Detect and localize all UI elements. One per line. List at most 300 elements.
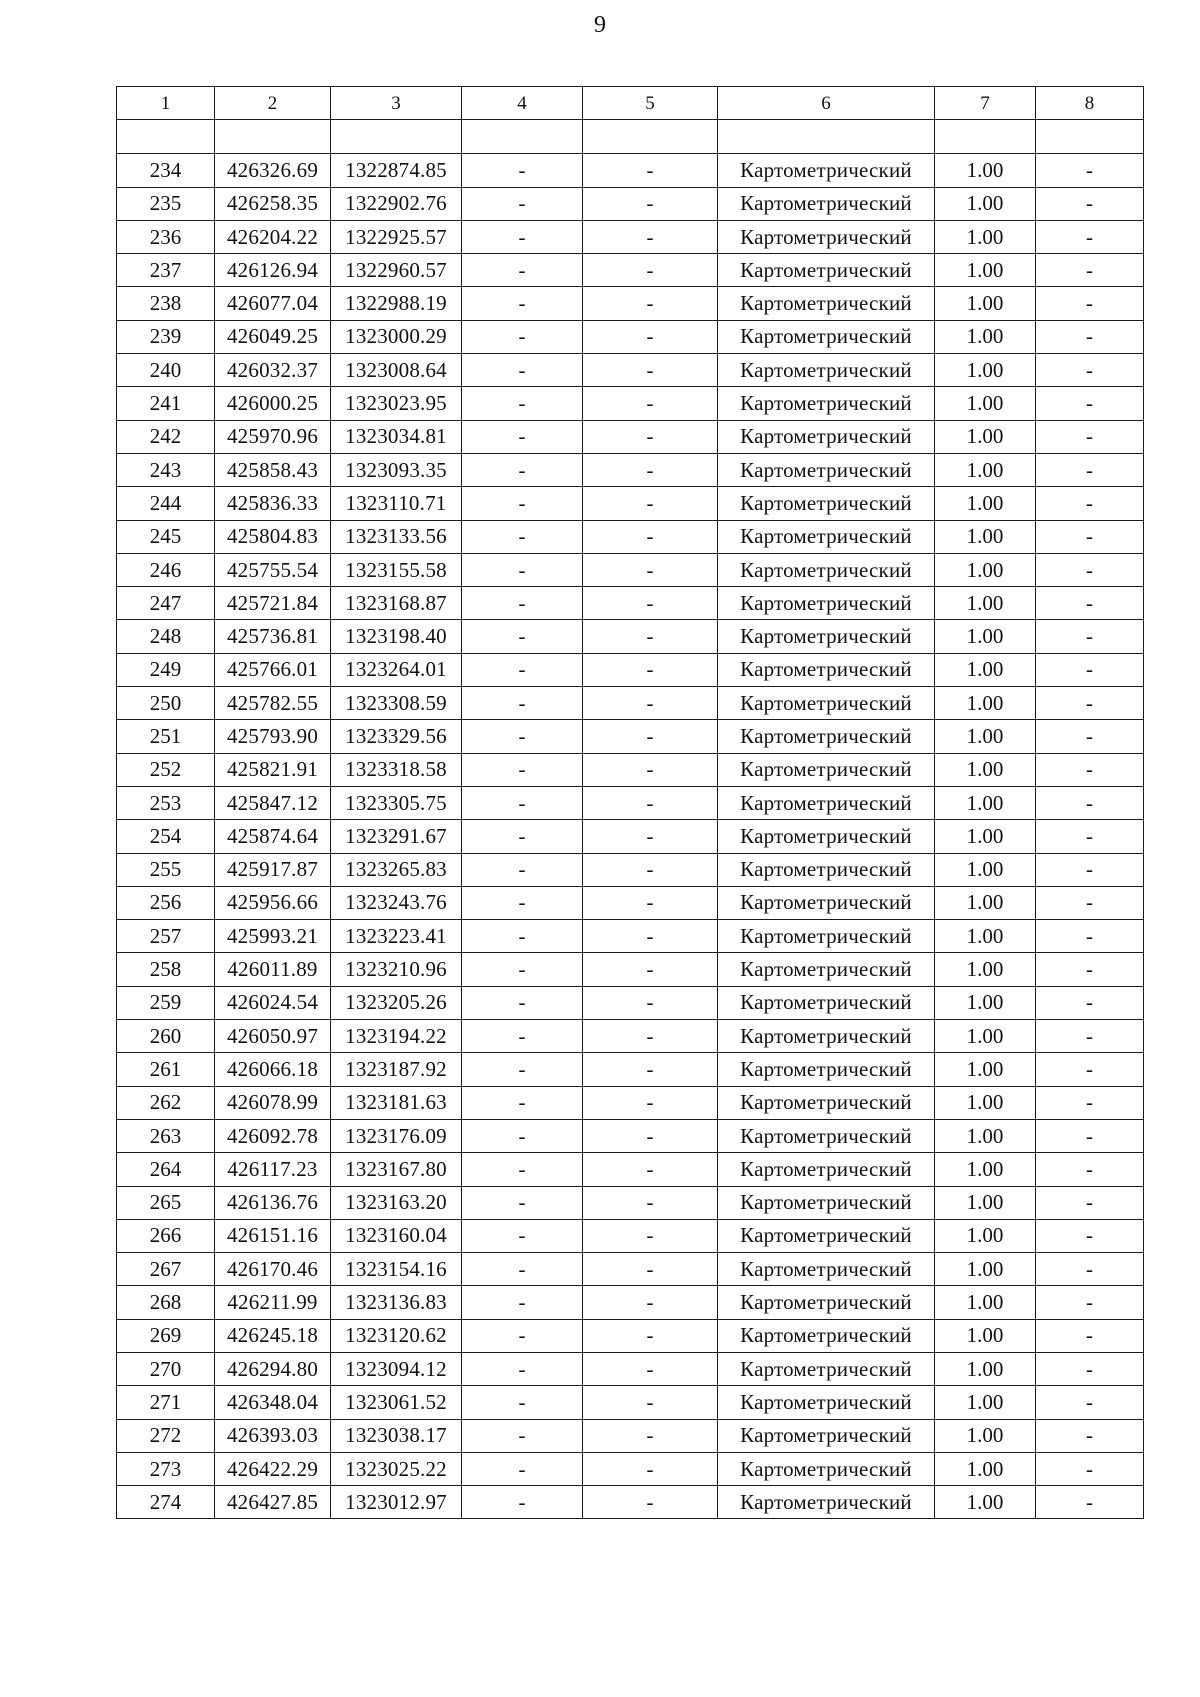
method-cell: Картометрический <box>718 653 935 686</box>
table-row <box>117 620 1144 653</box>
column-4-cell: - <box>462 920 583 953</box>
column-4-cell: - <box>462 1386 583 1419</box>
column-4-cell: - <box>462 1053 583 1086</box>
y-coordinate-cell: 1323061.52 <box>331 1386 462 1419</box>
x-coordinate-cell: 426245.18 <box>215 1319 331 1352</box>
accuracy-cell: 1.00 <box>935 287 1036 320</box>
page-number: 9 <box>594 12 606 38</box>
column-5-cell: - <box>583 953 718 986</box>
point-number-cell: 255 <box>117 853 215 886</box>
column-8-cell: - <box>1036 453 1144 486</box>
table-row <box>117 387 1144 420</box>
x-coordinate-cell: 425736.81 <box>215 620 331 653</box>
x-coordinate-cell: 425821.91 <box>215 753 331 786</box>
accuracy-cell: 1.00 <box>935 986 1036 1019</box>
column-4-cell: - <box>462 1219 583 1252</box>
column-8-cell: - <box>1036 1053 1144 1086</box>
y-coordinate-cell: 1323329.56 <box>331 720 462 753</box>
accuracy-cell: 1.00 <box>935 1486 1036 1519</box>
accuracy-cell: 1.00 <box>935 886 1036 919</box>
x-coordinate-cell: 426011.89 <box>215 953 331 986</box>
accuracy-cell: 1.00 <box>935 920 1036 953</box>
method-cell: Картометрический <box>718 786 935 819</box>
column-5-cell: - <box>583 1153 718 1186</box>
empty-cell <box>462 120 583 154</box>
point-number-cell: 271 <box>117 1386 215 1419</box>
x-coordinate-cell: 426427.85 <box>215 1486 331 1519</box>
point-number-cell: 239 <box>117 320 215 353</box>
empty-cell <box>215 120 331 154</box>
column-8-cell: - <box>1036 487 1144 520</box>
accuracy-cell: 1.00 <box>935 1219 1036 1252</box>
table-row <box>117 220 1144 253</box>
column-8-cell: - <box>1036 420 1144 453</box>
table-row <box>117 986 1144 1019</box>
column-8-cell: - <box>1036 387 1144 420</box>
table-row <box>117 587 1144 620</box>
y-coordinate-cell: 1323187.92 <box>331 1053 462 1086</box>
column-8-cell: - <box>1036 720 1144 753</box>
table-row <box>117 1153 1144 1186</box>
method-cell: Картометрический <box>718 820 935 853</box>
x-coordinate-cell: 425755.54 <box>215 553 331 586</box>
method-cell: Картометрический <box>718 720 935 753</box>
y-coordinate-cell: 1323154.16 <box>331 1253 462 1286</box>
column-8-cell: - <box>1036 687 1144 720</box>
table-row <box>117 720 1144 753</box>
column-4-cell: - <box>462 1153 583 1186</box>
column-5-cell: - <box>583 220 718 253</box>
column-8-cell: - <box>1036 1153 1144 1186</box>
column-5-cell: - <box>583 720 718 753</box>
method-cell: Картометрический <box>718 1419 935 1452</box>
table-row <box>117 753 1144 786</box>
column-5-cell: - <box>583 520 718 553</box>
table-row <box>117 287 1144 320</box>
column-5-cell: - <box>583 786 718 819</box>
point-number-cell: 263 <box>117 1119 215 1152</box>
accuracy-cell: 1.00 <box>935 820 1036 853</box>
column-4-cell: - <box>462 720 583 753</box>
table-row <box>117 520 1144 553</box>
x-coordinate-cell: 425721.84 <box>215 587 331 620</box>
y-coordinate-cell: 1323093.35 <box>331 453 462 486</box>
y-coordinate-cell: 1323318.58 <box>331 753 462 786</box>
table-row <box>117 653 1144 686</box>
method-cell: Картометрический <box>718 1219 935 1252</box>
method-cell: Картометрический <box>718 1086 935 1119</box>
method-cell: Картометрический <box>718 853 935 886</box>
column-8-cell: - <box>1036 354 1144 387</box>
column-5-cell: - <box>583 853 718 886</box>
point-number-cell: 261 <box>117 1053 215 1086</box>
x-coordinate-cell: 426126.94 <box>215 254 331 287</box>
point-number-cell: 238 <box>117 287 215 320</box>
column-4-cell: - <box>462 953 583 986</box>
column-8-cell: - <box>1036 620 1144 653</box>
x-coordinate-cell: 426170.46 <box>215 1253 331 1286</box>
method-cell: Картометрический <box>718 1286 935 1319</box>
point-number-cell: 247 <box>117 587 215 620</box>
point-number-cell: 262 <box>117 1086 215 1119</box>
accuracy-cell: 1.00 <box>935 1452 1036 1485</box>
empty-cell <box>935 120 1036 154</box>
column-8-cell: - <box>1036 587 1144 620</box>
y-coordinate-cell: 1323265.83 <box>331 853 462 886</box>
column-4-cell: - <box>462 254 583 287</box>
method-cell: Картометрический <box>718 1053 935 1086</box>
accuracy-cell: 1.00 <box>935 320 1036 353</box>
y-coordinate-cell: 1323181.63 <box>331 1086 462 1119</box>
empty-cell <box>117 120 215 154</box>
method-cell: Картометрический <box>718 254 935 287</box>
column-5-cell: - <box>583 453 718 486</box>
method-cell: Картометрический <box>718 1386 935 1419</box>
x-coordinate-cell: 426092.78 <box>215 1119 331 1152</box>
column-5-cell: - <box>583 1186 718 1219</box>
method-cell: Картометрический <box>718 1153 935 1186</box>
accuracy-cell: 1.00 <box>935 1386 1036 1419</box>
accuracy-cell: 1.00 <box>935 220 1036 253</box>
accuracy-cell: 1.00 <box>935 1119 1036 1152</box>
y-coordinate-cell: 1322988.19 <box>331 287 462 320</box>
x-coordinate-cell: 426066.18 <box>215 1053 331 1086</box>
column-4-cell: - <box>462 986 583 1019</box>
x-coordinate-cell: 426049.25 <box>215 320 331 353</box>
column-4-cell: - <box>462 320 583 353</box>
point-number-cell: 273 <box>117 1452 215 1485</box>
column-8-cell: - <box>1036 320 1144 353</box>
method-cell: Картометрический <box>718 1452 935 1485</box>
column-header: 5 <box>583 87 718 120</box>
column-4-cell: - <box>462 154 583 187</box>
x-coordinate-cell: 426422.29 <box>215 1452 331 1485</box>
column-8-cell: - <box>1036 853 1144 886</box>
column-4-cell: - <box>462 520 583 553</box>
method-cell: Картометрический <box>718 1319 935 1352</box>
column-4-cell: - <box>462 1352 583 1385</box>
column-number-row <box>117 87 1144 120</box>
table-row <box>117 886 1144 919</box>
accuracy-cell: 1.00 <box>935 354 1036 387</box>
column-4-cell: - <box>462 287 583 320</box>
point-number-cell: 235 <box>117 187 215 220</box>
point-number-cell: 270 <box>117 1352 215 1385</box>
method-cell: Картометрический <box>718 187 935 220</box>
column-5-cell: - <box>583 1286 718 1319</box>
y-coordinate-cell: 1323094.12 <box>331 1352 462 1385</box>
column-5-cell: - <box>583 1253 718 1286</box>
column-5-cell: - <box>583 287 718 320</box>
column-5-cell: - <box>583 1053 718 1086</box>
point-number-cell: 248 <box>117 620 215 653</box>
column-5-cell: - <box>583 820 718 853</box>
column-4-cell: - <box>462 487 583 520</box>
column-5-cell: - <box>583 886 718 919</box>
accuracy-cell: 1.00 <box>935 687 1036 720</box>
x-coordinate-cell: 425917.87 <box>215 853 331 886</box>
column-4-cell: - <box>462 886 583 919</box>
y-coordinate-cell: 1323120.62 <box>331 1319 462 1352</box>
column-8-cell: - <box>1036 1352 1144 1385</box>
point-number-cell: 234 <box>117 154 215 187</box>
accuracy-cell: 1.00 <box>935 1186 1036 1219</box>
point-number-cell: 244 <box>117 487 215 520</box>
column-8-cell: - <box>1036 1486 1144 1519</box>
column-8-cell: - <box>1036 1419 1144 1452</box>
column-4-cell: - <box>462 1086 583 1119</box>
column-header: 3 <box>331 87 462 120</box>
column-8-cell: - <box>1036 886 1144 919</box>
column-header: 7 <box>935 87 1036 120</box>
x-coordinate-cell: 425766.01 <box>215 653 331 686</box>
column-8-cell: - <box>1036 786 1144 819</box>
column-5-cell: - <box>583 620 718 653</box>
y-coordinate-cell: 1323205.26 <box>331 986 462 1019</box>
column-5-cell: - <box>583 553 718 586</box>
point-number-cell: 236 <box>117 220 215 253</box>
y-coordinate-cell: 1323223.41 <box>331 920 462 953</box>
accuracy-cell: 1.00 <box>935 653 1036 686</box>
accuracy-cell: 1.00 <box>935 453 1036 486</box>
column-8-cell: - <box>1036 1086 1144 1119</box>
empty-cell <box>718 120 935 154</box>
x-coordinate-cell: 425874.64 <box>215 820 331 853</box>
column-8-cell: - <box>1036 254 1144 287</box>
column-5-cell: - <box>583 587 718 620</box>
accuracy-cell: 1.00 <box>935 187 1036 220</box>
x-coordinate-cell: 425858.43 <box>215 453 331 486</box>
table-row <box>117 1486 1144 1519</box>
column-8-cell: - <box>1036 1186 1144 1219</box>
x-coordinate-cell: 426326.69 <box>215 154 331 187</box>
method-cell: Картометрический <box>718 287 935 320</box>
point-number-cell: 250 <box>117 687 215 720</box>
accuracy-cell: 1.00 <box>935 487 1036 520</box>
y-coordinate-cell: 1323194.22 <box>331 1020 462 1053</box>
y-coordinate-cell: 1322960.57 <box>331 254 462 287</box>
column-5-cell: - <box>583 187 718 220</box>
column-4-cell: - <box>462 1286 583 1319</box>
y-coordinate-cell: 1323025.22 <box>331 1452 462 1485</box>
column-8-cell: - <box>1036 154 1144 187</box>
y-coordinate-cell: 1323136.83 <box>331 1286 462 1319</box>
table-row <box>117 1286 1144 1319</box>
method-cell: Картометрический <box>718 1020 935 1053</box>
x-coordinate-cell: 426117.23 <box>215 1153 331 1186</box>
y-coordinate-cell: 1323210.96 <box>331 953 462 986</box>
method-cell: Картометрический <box>718 154 935 187</box>
table-row <box>117 1186 1144 1219</box>
point-number-cell: 265 <box>117 1186 215 1219</box>
empty-row <box>117 120 1144 154</box>
y-coordinate-cell: 1323176.09 <box>331 1119 462 1152</box>
table-row <box>117 354 1144 387</box>
column-header: 8 <box>1036 87 1144 120</box>
method-cell: Картометрический <box>718 986 935 1019</box>
x-coordinate-cell: 426136.76 <box>215 1186 331 1219</box>
x-coordinate-cell: 426024.54 <box>215 986 331 1019</box>
table-row <box>117 187 1144 220</box>
column-8-cell: - <box>1036 220 1144 253</box>
table-row <box>117 1419 1144 1452</box>
accuracy-cell: 1.00 <box>935 1286 1036 1319</box>
y-coordinate-cell: 1323167.80 <box>331 1153 462 1186</box>
column-5-cell: - <box>583 1086 718 1119</box>
y-coordinate-cell: 1323291.67 <box>331 820 462 853</box>
method-cell: Картометрический <box>718 886 935 919</box>
point-number-cell: 266 <box>117 1219 215 1252</box>
accuracy-cell: 1.00 <box>935 1352 1036 1385</box>
column-4-cell: - <box>462 354 583 387</box>
column-4-cell: - <box>462 420 583 453</box>
y-coordinate-cell: 1323243.76 <box>331 886 462 919</box>
column-8-cell: - <box>1036 287 1144 320</box>
point-number-cell: 240 <box>117 354 215 387</box>
accuracy-cell: 1.00 <box>935 1419 1036 1452</box>
method-cell: Картометрический <box>718 920 935 953</box>
x-coordinate-cell: 425847.12 <box>215 786 331 819</box>
table-row <box>117 1086 1144 1119</box>
point-number-cell: 252 <box>117 753 215 786</box>
column-5-cell: - <box>583 687 718 720</box>
x-coordinate-cell: 426078.99 <box>215 1086 331 1119</box>
y-coordinate-cell: 1323305.75 <box>331 786 462 819</box>
column-5-cell: - <box>583 1119 718 1152</box>
accuracy-cell: 1.00 <box>935 1020 1036 1053</box>
column-5-cell: - <box>583 354 718 387</box>
point-number-cell: 242 <box>117 420 215 453</box>
method-cell: Картометрический <box>718 687 935 720</box>
accuracy-cell: 1.00 <box>935 587 1036 620</box>
x-coordinate-cell: 425970.96 <box>215 420 331 453</box>
y-coordinate-cell: 1323155.58 <box>331 553 462 586</box>
accuracy-cell: 1.00 <box>935 154 1036 187</box>
empty-cell <box>583 120 718 154</box>
x-coordinate-cell: 426211.99 <box>215 1286 331 1319</box>
point-number-cell: 246 <box>117 553 215 586</box>
column-5-cell: - <box>583 254 718 287</box>
point-number-cell: 264 <box>117 1153 215 1186</box>
accuracy-cell: 1.00 <box>935 786 1036 819</box>
point-number-cell: 243 <box>117 453 215 486</box>
x-coordinate-cell: 426151.16 <box>215 1219 331 1252</box>
column-4-cell: - <box>462 820 583 853</box>
method-cell: Картометрический <box>718 553 935 586</box>
method-cell: Картометрический <box>718 753 935 786</box>
column-8-cell: - <box>1036 1386 1144 1419</box>
y-coordinate-cell: 1322925.57 <box>331 220 462 253</box>
point-number-cell: 249 <box>117 653 215 686</box>
column-8-cell: - <box>1036 1286 1144 1319</box>
y-coordinate-cell: 1323000.29 <box>331 320 462 353</box>
accuracy-cell: 1.00 <box>935 420 1036 453</box>
table-row <box>117 1020 1144 1053</box>
method-cell: Картометрический <box>718 953 935 986</box>
column-5-cell: - <box>583 1219 718 1252</box>
column-4-cell: - <box>462 453 583 486</box>
column-4-cell: - <box>462 620 583 653</box>
method-cell: Картометрический <box>718 587 935 620</box>
column-4-cell: - <box>462 853 583 886</box>
method-cell: Картометрический <box>718 354 935 387</box>
column-header: 1 <box>117 87 215 120</box>
y-coordinate-cell: 1323008.64 <box>331 354 462 387</box>
column-8-cell: - <box>1036 920 1144 953</box>
column-4-cell: - <box>462 753 583 786</box>
table-row <box>117 487 1144 520</box>
column-5-cell: - <box>583 986 718 1019</box>
table-row <box>117 420 1144 453</box>
table-row <box>117 453 1144 486</box>
column-4-cell: - <box>462 1452 583 1485</box>
column-4-cell: - <box>462 220 583 253</box>
point-number-cell: 257 <box>117 920 215 953</box>
x-coordinate-cell: 425793.90 <box>215 720 331 753</box>
column-4-cell: - <box>462 1119 583 1152</box>
table-row <box>117 853 1144 886</box>
accuracy-cell: 1.00 <box>935 254 1036 287</box>
x-coordinate-cell: 425993.21 <box>215 920 331 953</box>
accuracy-cell: 1.00 <box>935 753 1036 786</box>
y-coordinate-cell: 1323198.40 <box>331 620 462 653</box>
y-coordinate-cell: 1323110.71 <box>331 487 462 520</box>
method-cell: Картометрический <box>718 1253 935 1286</box>
y-coordinate-cell: 1323023.95 <box>331 387 462 420</box>
point-number-cell: 259 <box>117 986 215 1019</box>
y-coordinate-cell: 1323168.87 <box>331 587 462 620</box>
column-header: 6 <box>718 87 935 120</box>
method-cell: Картометрический <box>718 387 935 420</box>
point-number-cell: 274 <box>117 1486 215 1519</box>
column-4-cell: - <box>462 786 583 819</box>
table-row <box>117 553 1144 586</box>
point-number-cell: 272 <box>117 1419 215 1452</box>
column-5-cell: - <box>583 1352 718 1385</box>
x-coordinate-cell: 426032.37 <box>215 354 331 387</box>
x-coordinate-cell: 426050.97 <box>215 1020 331 1053</box>
accuracy-cell: 1.00 <box>935 853 1036 886</box>
method-cell: Картометрический <box>718 1186 935 1219</box>
method-cell: Картометрический <box>718 1486 935 1519</box>
column-5-cell: - <box>583 653 718 686</box>
column-4-cell: - <box>462 1319 583 1352</box>
column-5-cell: - <box>583 420 718 453</box>
column-4-cell: - <box>462 1486 583 1519</box>
accuracy-cell: 1.00 <box>935 1253 1036 1286</box>
column-8-cell: - <box>1036 1253 1144 1286</box>
point-number-cell: 251 <box>117 720 215 753</box>
table-row <box>117 154 1144 187</box>
column-4-cell: - <box>462 1419 583 1452</box>
y-coordinate-cell: 1322874.85 <box>331 154 462 187</box>
table-row <box>117 920 1144 953</box>
point-number-cell: 269 <box>117 1319 215 1352</box>
point-number-cell: 256 <box>117 886 215 919</box>
y-coordinate-cell: 1323264.01 <box>331 653 462 686</box>
column-header: 2 <box>215 87 331 120</box>
accuracy-cell: 1.00 <box>935 1153 1036 1186</box>
x-coordinate-cell: 426204.22 <box>215 220 331 253</box>
column-5-cell: - <box>583 320 718 353</box>
coordinates-table <box>116 86 1144 1519</box>
accuracy-cell: 1.00 <box>935 1319 1036 1352</box>
table-row <box>117 820 1144 853</box>
column-8-cell: - <box>1036 820 1144 853</box>
column-4-cell: - <box>462 1186 583 1219</box>
method-cell: Картометрический <box>718 420 935 453</box>
y-coordinate-cell: 1323160.04 <box>331 1219 462 1252</box>
